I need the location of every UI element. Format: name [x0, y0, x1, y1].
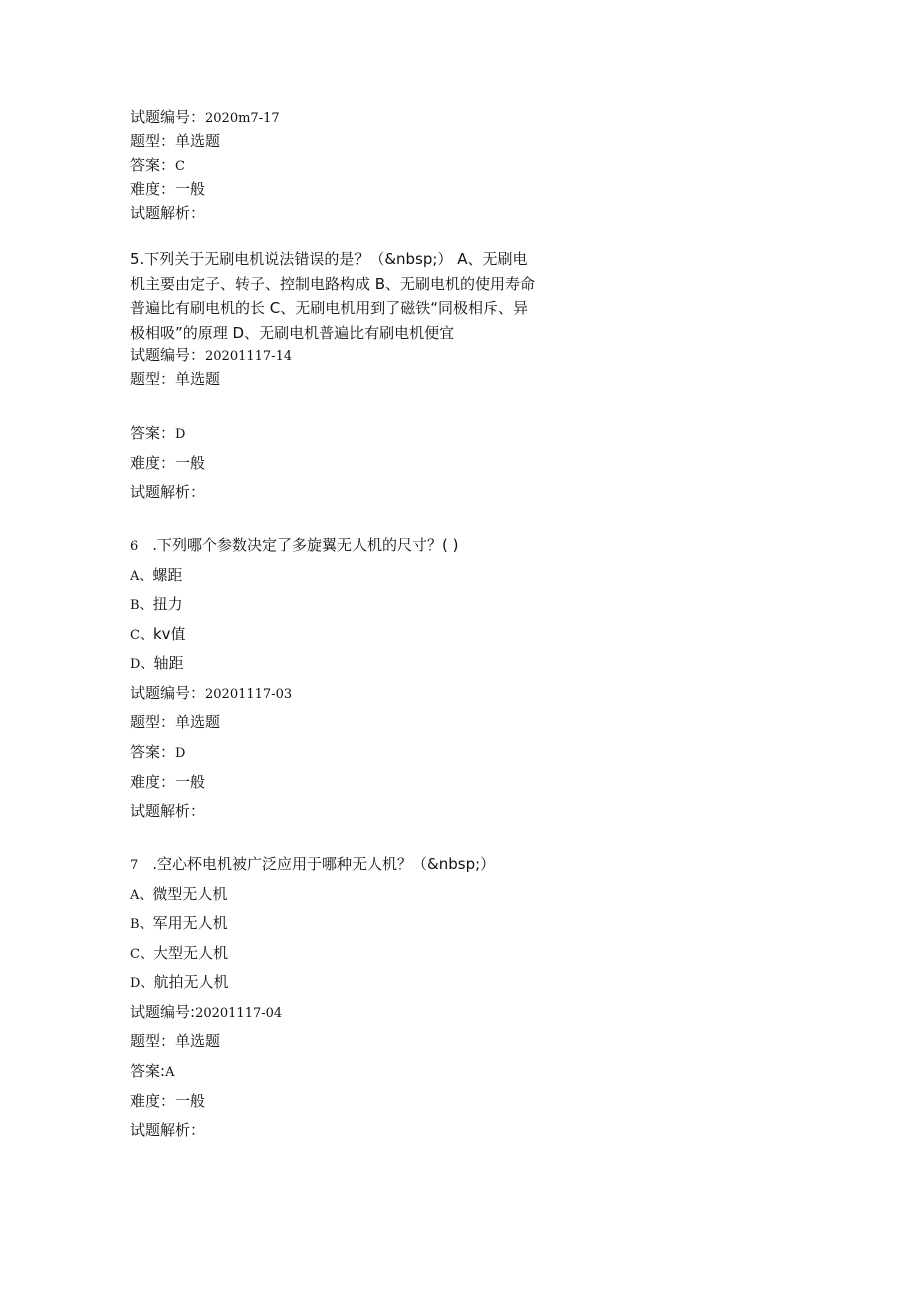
answer-line — [130, 1061, 174, 1081]
analysis-line — [130, 482, 205, 502]
question-type-value: 单选题 — [175, 1032, 221, 1050]
question-id-value: 20201117-14 — [205, 349, 293, 364]
difficulty-label: 难度： — [130, 1092, 176, 1110]
option-text: 微型无人机 — [152, 885, 228, 903]
option-text: 轴距 — [153, 654, 184, 672]
option-text: 大型无人机 — [152, 944, 228, 962]
difficulty-line — [130, 1091, 205, 1111]
analysis-label: 试题解析： — [130, 1121, 206, 1139]
option-letter: A、 — [130, 888, 153, 903]
answer-value: D — [175, 427, 186, 442]
answer-line — [130, 423, 185, 443]
option-c — [130, 624, 186, 644]
option-b — [130, 913, 228, 933]
difficulty-value: 一般 — [175, 180, 206, 198]
option-letter: D、 — [130, 657, 154, 672]
option-letter: A、 — [130, 569, 153, 584]
question-number: 7 — [130, 858, 139, 873]
question-id-label: 试题编号: — [130, 1003, 196, 1021]
question-id-label: 试题编号： — [130, 684, 206, 702]
difficulty-value: 一般 — [175, 454, 206, 472]
question-id-line — [130, 107, 280, 127]
question-type-line — [130, 131, 220, 151]
question-id-label: 试题编号： — [130, 108, 206, 126]
question-type-line — [130, 1031, 220, 1051]
option-c — [130, 943, 228, 963]
question-id-value: 2020m7-17 — [205, 111, 280, 126]
question-id-line — [130, 1002, 282, 1022]
question-type-value: 单选题 — [175, 132, 221, 150]
answer-label: 答案： — [130, 743, 176, 761]
option-letter: C、 — [130, 628, 153, 643]
question-type-line — [130, 369, 220, 389]
option-text: 扭力 — [152, 595, 183, 613]
difficulty-label: 难度： — [130, 773, 176, 791]
analysis-label: 试题解析： — [130, 204, 206, 222]
answer-label: 答案： — [130, 156, 176, 174]
question-type-label: 题型： — [130, 1032, 176, 1050]
answer-value: A — [165, 1065, 175, 1080]
option-text: 螺距 — [152, 566, 183, 584]
answer-line — [130, 742, 185, 762]
analysis-line — [130, 801, 205, 821]
question-type-label: 题型： — [130, 370, 176, 388]
question-6-stem — [130, 535, 459, 555]
analysis-label: 试题解析： — [130, 802, 206, 820]
analysis-label: 试题解析： — [130, 483, 206, 501]
difficulty-value: 一般 — [175, 773, 206, 791]
question-7-stem — [130, 854, 495, 874]
answer-value: C — [175, 159, 185, 174]
option-letter: B、 — [130, 598, 153, 613]
question-id-value: 20201117-03 — [205, 687, 293, 702]
option-text: kv值 — [152, 625, 186, 643]
difficulty-value: 一般 — [175, 1092, 206, 1110]
option-d — [130, 653, 183, 673]
difficulty-line — [130, 179, 205, 199]
option-a — [130, 884, 227, 904]
answer-line — [130, 155, 185, 175]
option-letter: B、 — [130, 917, 153, 932]
difficulty-label: 难度： — [130, 454, 176, 472]
question-text: .下列哪个参数决定了多旋翼无人机的尺寸？( ) — [152, 536, 459, 554]
question-id-line — [130, 345, 292, 365]
answer-label: 答案: — [130, 1062, 166, 1080]
difficulty-line — [130, 772, 205, 792]
answer-label: 答案： — [130, 424, 176, 442]
difficulty-line — [130, 453, 205, 473]
question-id-value: 20201117-04 — [195, 1006, 283, 1021]
option-text: 军用无人机 — [152, 914, 228, 932]
question-type-value: 单选题 — [175, 370, 221, 388]
question-type-label: 题型： — [130, 713, 176, 731]
question-5-text: 5.下列关于无刷电机说法错误的是？（&nbsp;） A、无刷电机主要由定子、转子、控制电路构成 B、无刷电机的使用寿命普遍比有刷电机的长 C、无刷电机用到了磁铁“同极相斥、异极相吸”的原理 D、无刷电机普遍比有刷电机便宜 — [130, 250, 536, 342]
question-text: .空心杯电机被广泛应用于哪种无人机？（&nbsp;） — [152, 855, 496, 873]
option-a — [130, 565, 182, 585]
question-type-line — [130, 712, 220, 732]
option-d — [130, 972, 228, 992]
difficulty-label: 难度： — [130, 180, 176, 198]
question-id-line — [130, 683, 292, 703]
question-number: 6 — [130, 539, 139, 554]
answer-value: D — [175, 746, 186, 761]
question-id-label: 试题编号： — [130, 346, 206, 364]
option-letter: D、 — [130, 976, 154, 991]
question-type-label: 题型： — [130, 132, 176, 150]
analysis-line — [130, 1120, 205, 1140]
option-b — [130, 594, 183, 614]
analysis-line — [130, 203, 205, 223]
option-text: 航拍无人机 — [153, 973, 229, 991]
option-letter: C、 — [130, 947, 153, 962]
question-type-value: 单选题 — [175, 713, 221, 731]
